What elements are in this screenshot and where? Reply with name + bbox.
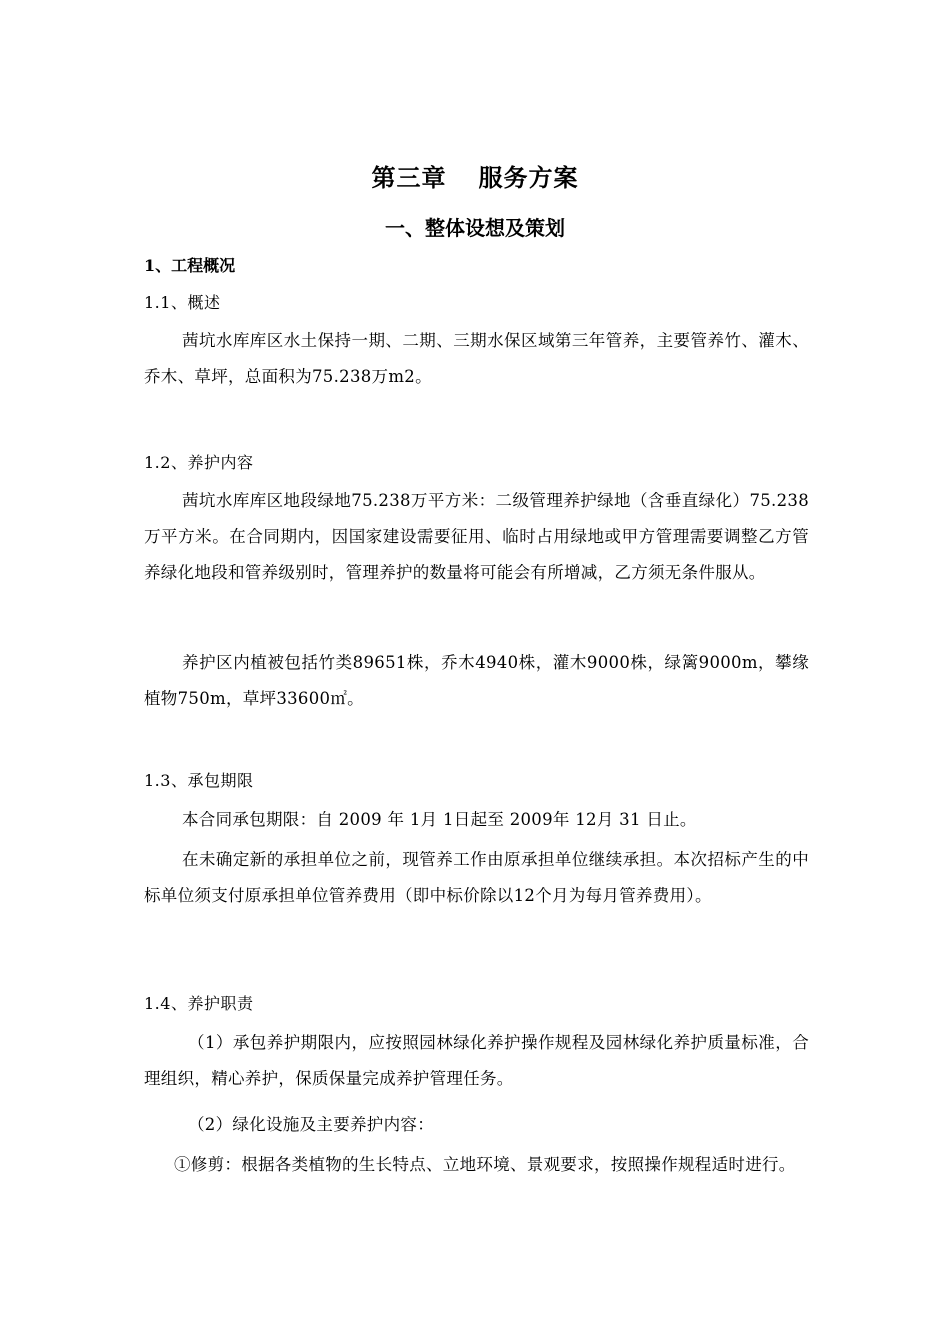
chapter-number: 第三章 — [371, 163, 447, 192]
heading-project-overview: 1、工程概况 — [144, 256, 236, 275]
paragraph-summary: 茜坑水库库区水土保持一期、二期、三期水保区域第三年管养，主要管养竹、灌木、乔木、草坪，总面积为75.238万m2。 — [144, 331, 809, 386]
section-title: 一、整体设想及策划 — [385, 216, 565, 240]
chapter-title — [0, 160, 950, 196]
paragraph-pruning: ①修剪：根据各类植物的生长特点、立地环境、景观要求，按照操作规程适时进行。 — [174, 1155, 796, 1174]
paragraph-vegetation-counts: 养护区内植被包括竹类89651株，乔木4940株，灌木9000株，绿篱9000m，攀缘植物750m，草坪33600㎡。 — [144, 653, 809, 708]
paragraph-contract-dates: 本合同承包期限：自 2009 年 1月 1日起至 2009年 12月 31 日止。 — [182, 810, 697, 829]
paragraph-transition-terms: 在未确定新的承担单位之前，现管养工作由原承担单位继续承担。本次招标产生的中标单位须支付原承担单位管养费用（即中标价除以12个月为每月管养费用）。 — [144, 850, 809, 905]
heading-contract-period: 1.3、承包期限 — [144, 771, 254, 790]
heading-responsibilities: 1.4、养护职责 — [144, 994, 254, 1013]
paragraph-maintenance-area: 茜坑水库库区地段绿地75.238万平方米：二级管理养护绿地（含垂直绿化）75.238万平方米。在合同期内，因国家建设需要征用、临时占用绿地或甲方管理需要调整乙方管养绿化地段和管养级别时，管理养护的数量将可能会有所增减，乙方须无条件服从。 — [144, 491, 809, 582]
paragraph-responsibility-1: （1）承包养护期限内，应按照园林绿化养护操作规程及园林绿化养护质量标准，合理组织，精心养护，保质保量完成养护管理任务。 — [144, 1033, 809, 1088]
paragraph-responsibility-2: （2）绿化设施及主要养护内容： — [188, 1115, 434, 1134]
heading-summary: 1.1、概述 — [144, 293, 221, 312]
chapter-name: 服务方案 — [478, 163, 579, 192]
heading-maintenance-content: 1.2、养护内容 — [144, 453, 254, 472]
